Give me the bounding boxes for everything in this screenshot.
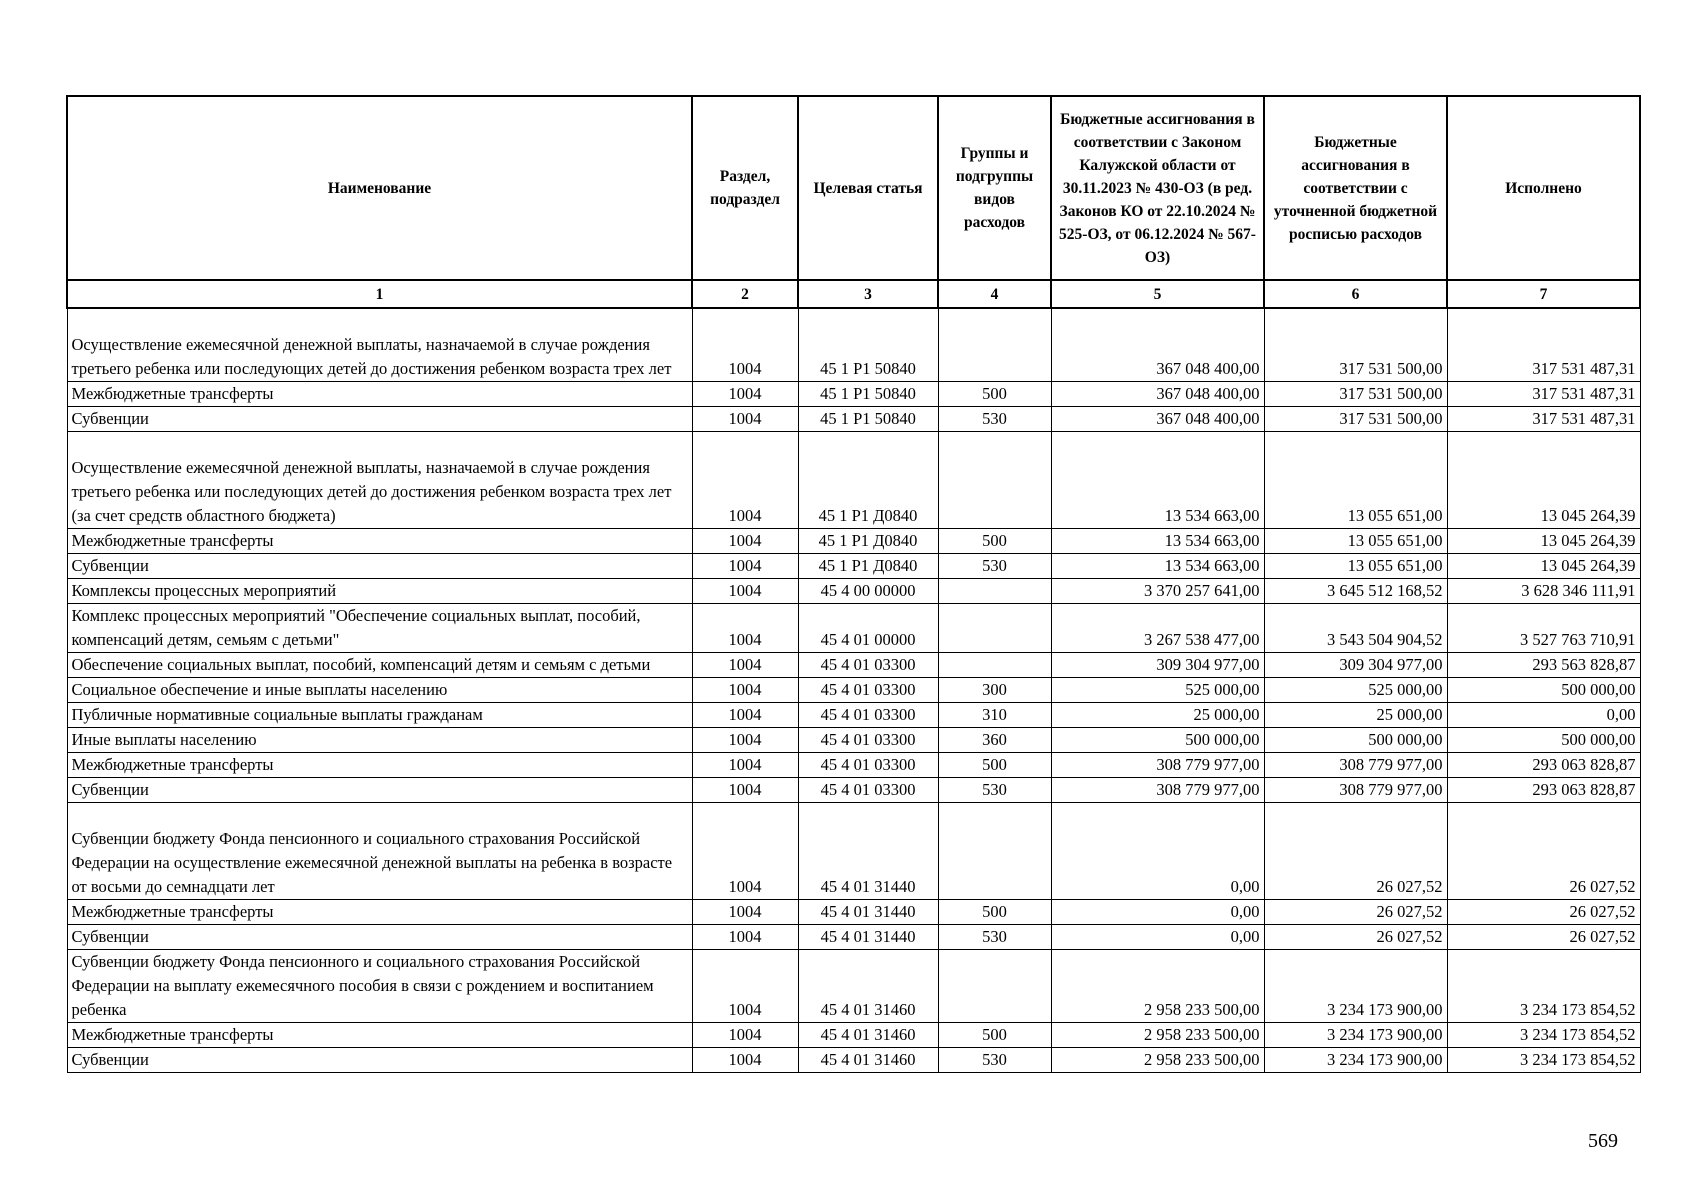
row-law-amount: 500 000,00 — [1051, 728, 1264, 753]
row-name: Субвенции бюджету Фонда пенсионного и социального страхования Российской Федерации на выплату ежемесячного пособия в связи с рождением и воспитанием ребенка — [67, 950, 692, 1023]
row-section: 1004 — [692, 900, 798, 925]
row-executed-amount: 3 527 763 710,91 — [1447, 604, 1640, 653]
row-name: Публичные нормативные социальные выплаты гражданам — [67, 703, 692, 728]
row-section: 1004 — [692, 1048, 798, 1073]
header-section: Раздел, подраздел — [692, 96, 798, 280]
row-article: 45 4 01 03300 — [798, 703, 938, 728]
page-number: 569 — [1588, 1130, 1618, 1152]
row-article: 45 4 00 00000 — [798, 579, 938, 604]
header-name: Наименование — [67, 96, 692, 280]
table-row — [67, 432, 1640, 529]
row-article: 45 4 01 31440 — [798, 803, 938, 900]
row-executed-amount: 3 234 173 854,52 — [1447, 950, 1640, 1023]
row-schedule-amount: 3 234 173 900,00 — [1264, 1023, 1447, 1048]
row-section: 1004 — [692, 604, 798, 653]
row-article: 45 1 Р1 50840 — [798, 407, 938, 432]
row-article: 45 1 Р1 50840 — [798, 382, 938, 407]
row-schedule-amount: 26 027,52 — [1264, 900, 1447, 925]
column-number: 3 — [798, 280, 938, 308]
row-group — [938, 308, 1051, 382]
row-schedule-amount: 317 531 500,00 — [1264, 382, 1447, 407]
row-article: 45 1 Р1 50840 — [798, 308, 938, 382]
row-executed-amount: 500 000,00 — [1447, 678, 1640, 703]
column-number: 2 — [692, 280, 798, 308]
row-law-amount: 525 000,00 — [1051, 678, 1264, 703]
row-group: 530 — [938, 407, 1051, 432]
row-section: 1004 — [692, 554, 798, 579]
row-law-amount: 0,00 — [1051, 900, 1264, 925]
row-law-amount: 367 048 400,00 — [1051, 308, 1264, 382]
row-group — [938, 432, 1051, 529]
table-row — [67, 925, 1640, 950]
header-schedule-appropriations: Бюджетные ассигнования в соответствии с уточненной бюджетной росписью расходов — [1264, 96, 1447, 280]
row-section: 1004 — [692, 407, 798, 432]
row-name: Осуществление ежемесячной денежной выплаты, назначаемой в случае рождения третьего ребенка или последующих детей до достижения ребенком возраста трех лет — [67, 308, 692, 382]
row-law-amount: 308 779 977,00 — [1051, 753, 1264, 778]
row-law-amount: 3 267 538 477,00 — [1051, 604, 1264, 653]
row-schedule-amount: 309 304 977,00 — [1264, 653, 1447, 678]
row-article: 45 4 01 00000 — [798, 604, 938, 653]
row-article: 45 4 01 03300 — [798, 753, 938, 778]
row-schedule-amount: 3 234 173 900,00 — [1264, 950, 1447, 1023]
table-row — [67, 1023, 1640, 1048]
row-article: 45 4 01 31440 — [798, 925, 938, 950]
header-article: Целевая статья — [798, 96, 938, 280]
row-law-amount: 13 534 663,00 — [1051, 554, 1264, 579]
table-row — [67, 308, 1640, 382]
row-section: 1004 — [692, 382, 798, 407]
row-executed-amount: 3 234 173 854,52 — [1447, 1023, 1640, 1048]
row-executed-amount: 13 045 264,39 — [1447, 554, 1640, 579]
row-group — [938, 803, 1051, 900]
table-row — [67, 950, 1640, 1023]
row-executed-amount: 500 000,00 — [1447, 728, 1640, 753]
row-name: Обеспечение социальных выплат, пособий, компенсаций детям и семьям с детьми — [67, 653, 692, 678]
row-schedule-amount: 308 779 977,00 — [1264, 753, 1447, 778]
table-row — [67, 1048, 1640, 1073]
row-executed-amount: 13 045 264,39 — [1447, 529, 1640, 554]
row-executed-amount: 317 531 487,31 — [1447, 308, 1640, 382]
row-group: 530 — [938, 554, 1051, 579]
row-article: 45 4 01 03300 — [798, 653, 938, 678]
row-law-amount: 0,00 — [1051, 925, 1264, 950]
row-executed-amount: 317 531 487,31 — [1447, 407, 1640, 432]
row-group: 530 — [938, 1048, 1051, 1073]
row-name: Субвенции — [67, 778, 692, 803]
row-name: Межбюджетные трансферты — [67, 382, 692, 407]
row-name: Субвенции — [67, 925, 692, 950]
row-name: Субвенции — [67, 1048, 692, 1073]
row-schedule-amount: 13 055 651,00 — [1264, 554, 1447, 579]
row-name: Комплекс процессных мероприятий "Обеспечение социальных выплат, пособий, компенсаций детям, семьям с детьми" — [67, 604, 692, 653]
row-section: 1004 — [692, 753, 798, 778]
row-name: Иные выплаты населению — [67, 728, 692, 753]
table-row — [67, 778, 1640, 803]
row-law-amount: 13 534 663,00 — [1051, 529, 1264, 554]
row-group: 500 — [938, 382, 1051, 407]
row-schedule-amount: 13 055 651,00 — [1264, 432, 1447, 529]
row-article: 45 1 Р1 Д0840 — [798, 554, 938, 579]
table-row — [67, 803, 1640, 900]
row-name: Субвенции — [67, 407, 692, 432]
row-schedule-amount: 3 543 504 904,52 — [1264, 604, 1447, 653]
table-row — [67, 703, 1640, 728]
column-number: 7 — [1447, 280, 1640, 308]
row-section: 1004 — [692, 529, 798, 554]
row-name: Межбюджетные трансферты — [67, 1023, 692, 1048]
row-executed-amount: 293 063 828,87 — [1447, 778, 1640, 803]
row-group — [938, 653, 1051, 678]
row-schedule-amount: 500 000,00 — [1264, 728, 1447, 753]
row-schedule-amount: 3 645 512 168,52 — [1264, 579, 1447, 604]
row-name: Субвенции бюджету Фонда пенсионного и социального страхования Российской Федерации на осуществление ежемесячной денежной выплаты на ребенка в возрасте от восьми до семнадцати лет — [67, 803, 692, 900]
row-name: Межбюджетные трансферты — [67, 900, 692, 925]
row-group — [938, 950, 1051, 1023]
row-section: 1004 — [692, 653, 798, 678]
row-group: 500 — [938, 900, 1051, 925]
row-group: 300 — [938, 678, 1051, 703]
row-schedule-amount: 13 055 651,00 — [1264, 529, 1447, 554]
row-law-amount: 3 370 257 641,00 — [1051, 579, 1264, 604]
row-name: Субвенции — [67, 554, 692, 579]
row-law-amount: 309 304 977,00 — [1051, 653, 1264, 678]
row-article: 45 4 01 03300 — [798, 778, 938, 803]
row-section: 1004 — [692, 432, 798, 529]
row-group: 500 — [938, 753, 1051, 778]
row-section: 1004 — [692, 728, 798, 753]
row-schedule-amount: 308 779 977,00 — [1264, 778, 1447, 803]
row-schedule-amount: 26 027,52 — [1264, 925, 1447, 950]
column-number: 4 — [938, 280, 1051, 308]
header-law-appropriations: Бюджетные ассигнования в соответствии с Законом Калужской области от 30.11.2023 № 430-ОЗ (в ред. Законов КО от 22.10.2024 № 525-ОЗ, от 06.12.2024 № 567-ОЗ) — [1051, 96, 1264, 280]
row-schedule-amount: 317 531 500,00 — [1264, 407, 1447, 432]
column-number: 5 — [1051, 280, 1264, 308]
column-number-row — [67, 280, 1640, 308]
table-row — [67, 382, 1640, 407]
row-group — [938, 604, 1051, 653]
row-law-amount: 367 048 400,00 — [1051, 382, 1264, 407]
row-section: 1004 — [692, 925, 798, 950]
row-schedule-amount: 317 531 500,00 — [1264, 308, 1447, 382]
header-executed: Исполнено — [1447, 96, 1640, 280]
table-row — [67, 407, 1640, 432]
row-executed-amount: 317 531 487,31 — [1447, 382, 1640, 407]
row-section: 1004 — [692, 803, 798, 900]
row-executed-amount: 13 045 264,39 — [1447, 432, 1640, 529]
row-law-amount: 13 534 663,00 — [1051, 432, 1264, 529]
row-group: 530 — [938, 925, 1051, 950]
row-name: Межбюджетные трансферты — [67, 529, 692, 554]
row-executed-amount: 293 563 828,87 — [1447, 653, 1640, 678]
row-schedule-amount: 525 000,00 — [1264, 678, 1447, 703]
column-number: 1 — [67, 280, 692, 308]
row-article: 45 1 Р1 Д0840 — [798, 529, 938, 554]
row-article: 45 4 01 03300 — [798, 678, 938, 703]
row-group: 530 — [938, 778, 1051, 803]
row-section: 1004 — [692, 579, 798, 604]
table-row — [67, 900, 1640, 925]
row-section: 1004 — [692, 703, 798, 728]
row-law-amount: 25 000,00 — [1051, 703, 1264, 728]
table-row — [67, 579, 1640, 604]
table-row — [67, 653, 1640, 678]
column-number: 6 — [1264, 280, 1447, 308]
budget-table — [66, 95, 1641, 1073]
row-group: 360 — [938, 728, 1051, 753]
row-article: 45 1 Р1 Д0840 — [798, 432, 938, 529]
row-group: 500 — [938, 1023, 1051, 1048]
row-section: 1004 — [692, 308, 798, 382]
row-executed-amount: 0,00 — [1447, 703, 1640, 728]
row-law-amount: 2 958 233 500,00 — [1051, 1048, 1264, 1073]
table-row — [67, 728, 1640, 753]
row-section: 1004 — [692, 1023, 798, 1048]
row-executed-amount: 26 027,52 — [1447, 803, 1640, 900]
row-executed-amount: 293 063 828,87 — [1447, 753, 1640, 778]
row-group — [938, 579, 1051, 604]
row-section: 1004 — [692, 778, 798, 803]
row-executed-amount: 26 027,52 — [1447, 925, 1640, 950]
table-row — [67, 604, 1640, 653]
row-section: 1004 — [692, 950, 798, 1023]
table-row — [67, 678, 1640, 703]
row-law-amount: 2 958 233 500,00 — [1051, 950, 1264, 1023]
row-executed-amount: 3 628 346 111,91 — [1447, 579, 1640, 604]
row-group: 500 — [938, 529, 1051, 554]
row-schedule-amount: 25 000,00 — [1264, 703, 1447, 728]
table-row — [67, 554, 1640, 579]
row-law-amount: 0,00 — [1051, 803, 1264, 900]
row-executed-amount: 3 234 173 854,52 — [1447, 1048, 1640, 1073]
row-executed-amount: 26 027,52 — [1447, 900, 1640, 925]
header-row — [67, 96, 1640, 280]
header-group: Группы и подгруппы видов расходов — [938, 96, 1051, 280]
row-law-amount: 308 779 977,00 — [1051, 778, 1264, 803]
row-name: Комплексы процессных мероприятий — [67, 579, 692, 604]
row-group: 310 — [938, 703, 1051, 728]
row-article: 45 4 01 31460 — [798, 1023, 938, 1048]
row-schedule-amount: 26 027,52 — [1264, 803, 1447, 900]
row-name: Межбюджетные трансферты — [67, 753, 692, 778]
row-law-amount: 2 958 233 500,00 — [1051, 1023, 1264, 1048]
table-row — [67, 753, 1640, 778]
row-article: 45 4 01 31440 — [798, 900, 938, 925]
row-schedule-amount: 3 234 173 900,00 — [1264, 1048, 1447, 1073]
row-name: Осуществление ежемесячной денежной выплаты, назначаемой в случае рождения третьего ребенка или последующих детей до достижения ребенком возраста трех лет (за счет средств областного бюджета) — [67, 432, 692, 529]
row-section: 1004 — [692, 678, 798, 703]
row-name: Социальное обеспечение и иные выплаты населению — [67, 678, 692, 703]
row-article: 45 4 01 31460 — [798, 950, 938, 1023]
row-article: 45 4 01 03300 — [798, 728, 938, 753]
row-article: 45 4 01 31460 — [798, 1048, 938, 1073]
table-row — [67, 529, 1640, 554]
row-law-amount: 367 048 400,00 — [1051, 407, 1264, 432]
